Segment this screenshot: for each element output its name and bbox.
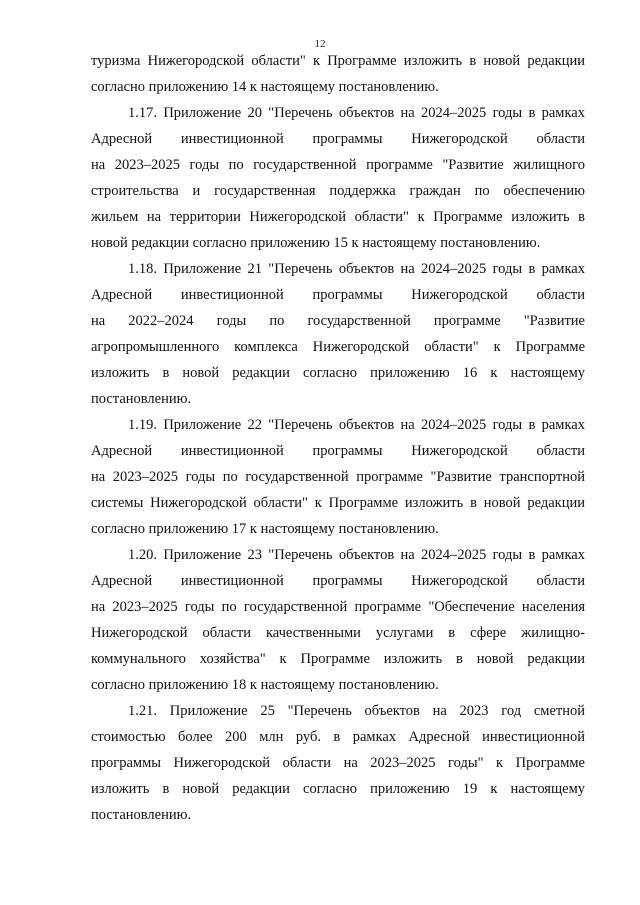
text-line: Адресной инвестиционной программы Нижегородской области	[91, 287, 585, 303]
text-line: Адресной инвестиционной программы Нижегородской области	[91, 443, 585, 459]
text-line: агропромышленного комплекса Нижегородской области" к Программе	[91, 339, 585, 355]
text-line: постановлению.	[91, 807, 192, 823]
text-line: стоимостью более 200 млн руб. в рамках Адресной инвестиционной	[91, 729, 585, 745]
text-line: постановлению.	[91, 391, 192, 407]
document-body	[91, 48, 585, 828]
text-line: Нижегородской области качественными услугами в сфере жилищно-	[91, 625, 585, 641]
text-line: строительства и государственная поддержка граждан по обеспечению	[91, 183, 585, 199]
text-line: на 2023–2025 годы по государственной программе "Развитие транспортной	[91, 469, 585, 485]
text-line: на 2023–2025 годы по государственной программе "Развитие жилищного	[91, 157, 585, 173]
text-line: туризма Нижегородской области" к Программе изложить в новой редакции	[91, 53, 585, 69]
text-line: системы Нижегородской области" к Программе изложить в новой редакции	[91, 495, 585, 511]
page-number: 12	[314, 38, 326, 50]
clause-1-17-line: 1.17. Приложение 20 "Перечень объектов на 2024–2025 годы в рамках	[128, 105, 585, 121]
text-line: согласно приложению 18 к настоящему постановлению.	[91, 677, 439, 693]
text-line: изложить в новой редакции согласно приложению 16 к настоящему	[91, 365, 585, 381]
clause-1-19-line: 1.19. Приложение 22 "Перечень объектов на 2024–2025 годы в рамках	[128, 417, 585, 433]
clause-1-21-line: 1.21. Приложение 25 "Перечень объектов на 2023 год сметной	[128, 703, 585, 719]
clause-1-20-line: 1.20. Приложение 23 "Перечень объектов на 2024–2025 годы в рамках	[128, 547, 585, 563]
text-line: согласно приложению 14 к настоящему постановлению.	[91, 79, 439, 95]
text-line: программы Нижегородской области на 2023–2025 годы" к Программе	[91, 755, 585, 771]
text-line: согласно приложению 17 к настоящему постановлению.	[91, 521, 439, 537]
text-line: на 2023–2025 годы по государственной программе "Обеспечение населения	[91, 599, 585, 615]
text-line: Адресной инвестиционной программы Нижегородской области	[91, 131, 585, 147]
text-line: Адресной инвестиционной программы Нижегородской области	[91, 573, 585, 589]
clause-1-18-line: 1.18. Приложение 21 "Перечень объектов на 2024–2025 годы в рамках	[128, 261, 585, 277]
text-line: жильем на территории Нижегородской области" к Программе изложить в	[91, 209, 585, 225]
text-line: на 2022–2024 годы по государственной программе "Развитие	[91, 313, 585, 329]
text-line: коммунального хозяйства" к Программе изложить в новой редакции	[91, 651, 585, 667]
text-line: новой редакции согласно приложению 15 к настоящему постановлению.	[91, 235, 541, 251]
text-line: изложить в новой редакции согласно приложению 19 к настоящему	[91, 781, 585, 797]
